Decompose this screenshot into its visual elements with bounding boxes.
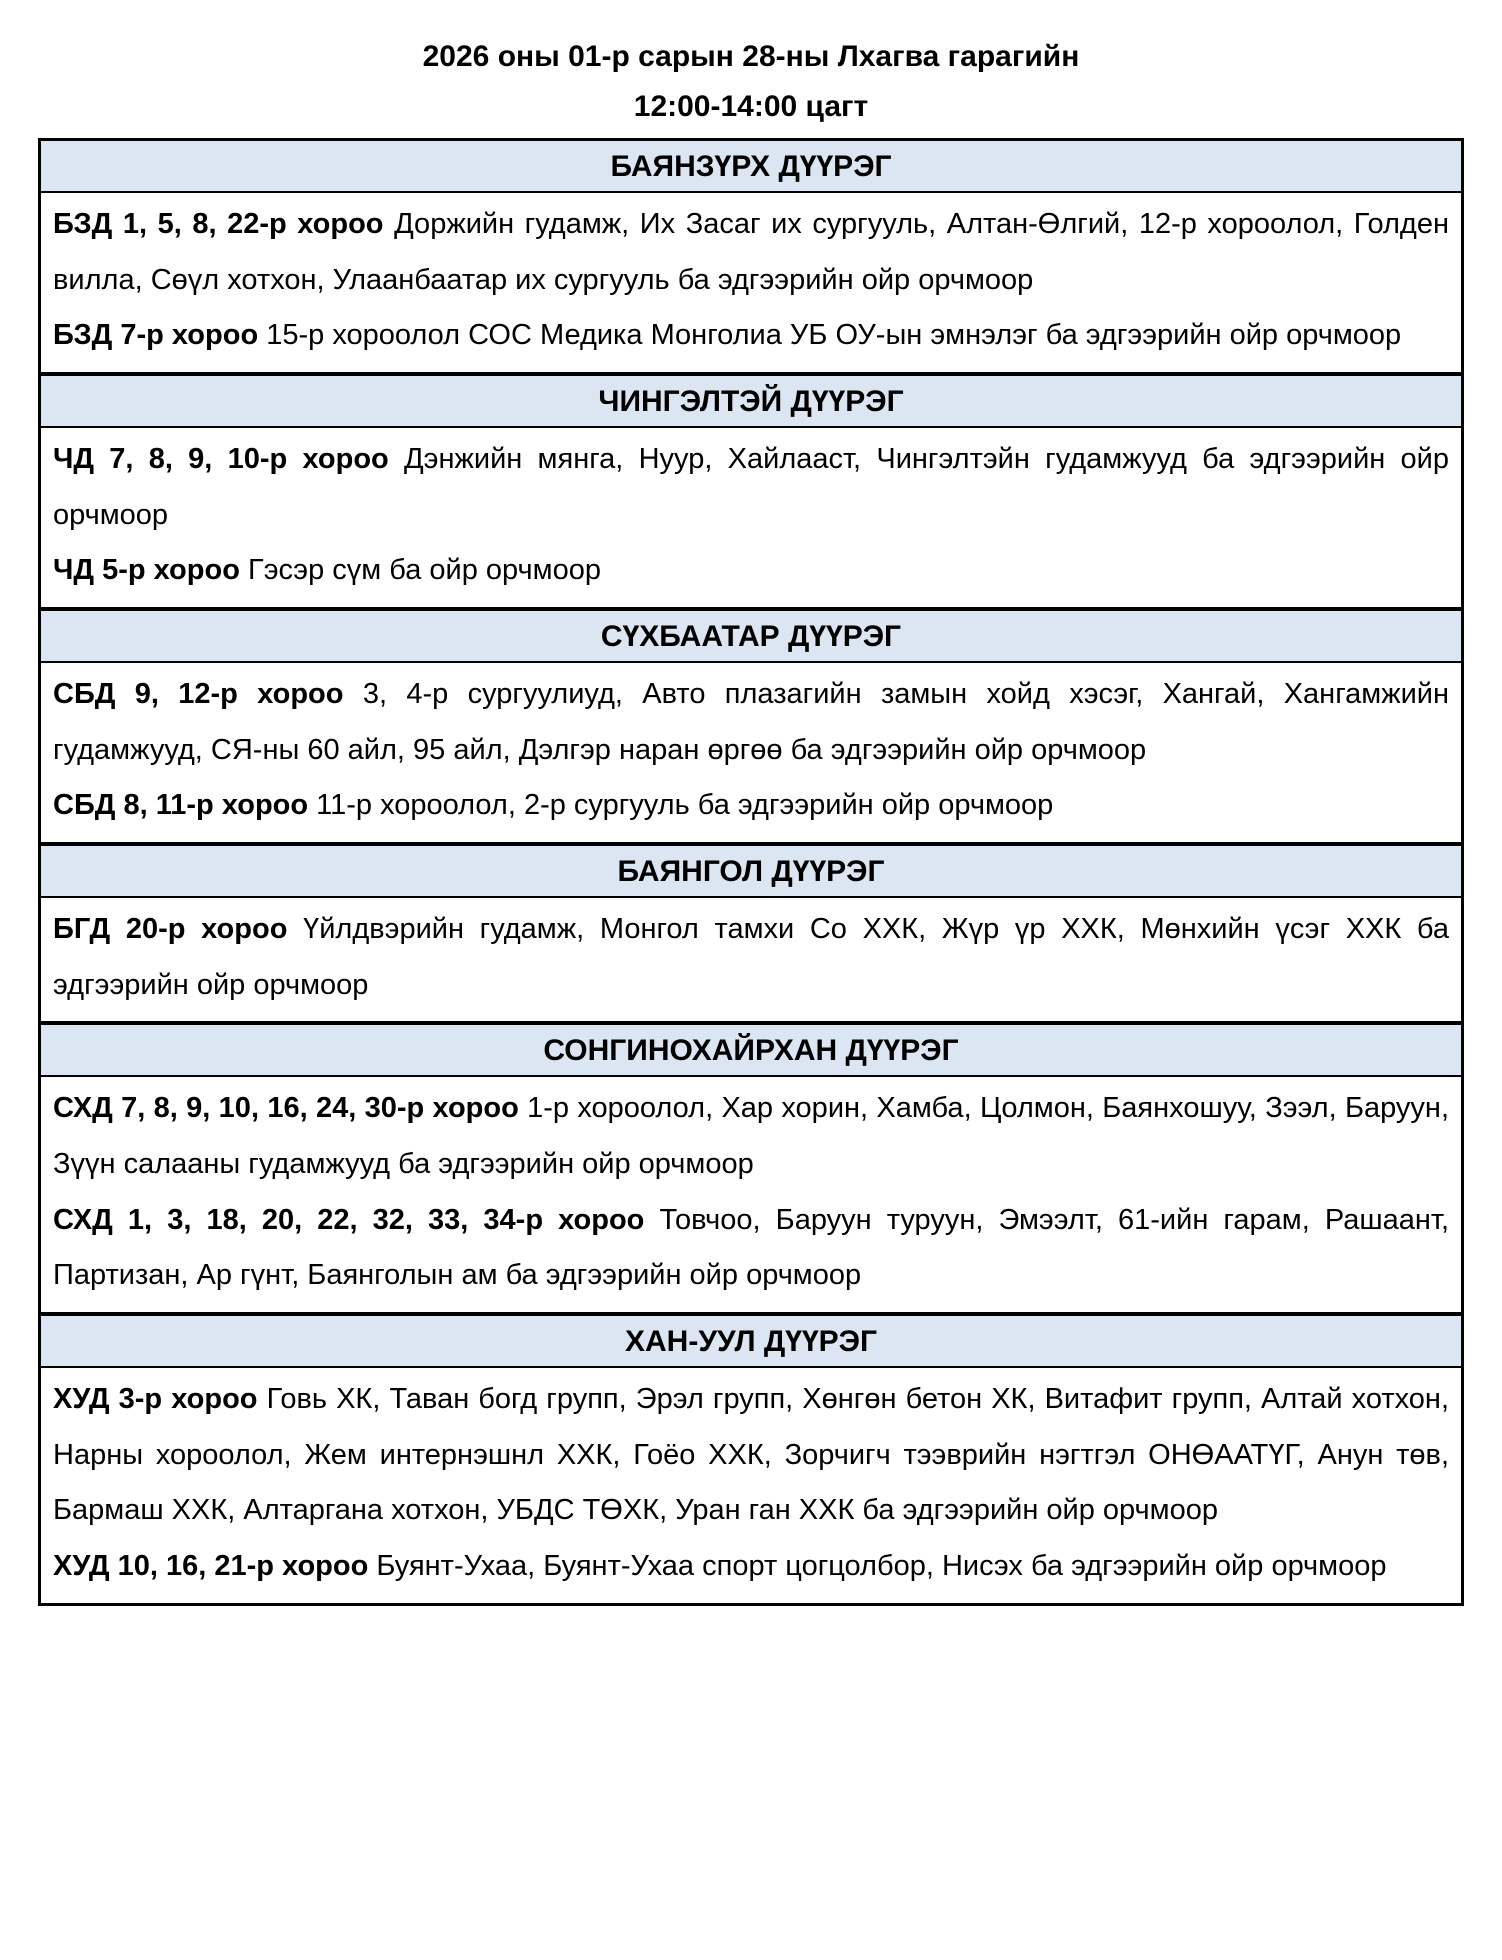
district-section (41, 607, 1461, 842)
document-title-line2: 12:00-14:00 цагт (633, 90, 869, 123)
outage-row (53, 667, 1449, 778)
district-rows (41, 1368, 1461, 1603)
outage-row (53, 197, 1449, 308)
outage-row (53, 432, 1449, 543)
district-header: БАЯНЗҮРХ ДҮҮРЭГ (41, 141, 1461, 193)
khoroo-lead: СБД 9, 12-р хороо (53, 678, 344, 711)
area-text: Говь ХК, Таван богд групп, Эрэл групп, Хөнгөн бетон ХК, Витафит групп, Алтай хотхон, Нарны хороолол, Жем интернэшнл ХХК, Гоёо ХХК, Зорчигч тээврийн нэгтгэл ОНӨААТҮГ, Анун төв, Бармаш ХХК, Алтаргана хотхон, УБДС ТӨХК, Уран ган ХХК ба эдгээрийн ойр орчмоор (53, 1383, 1450, 1527)
area-text: Гэсэр сүм ба ойр орчмоор (247, 554, 601, 587)
district-rows (41, 663, 1461, 842)
area-text: Товчоо, Баруун туруун, Эмээлт, 61-ийн гарам, Рашаант, Партизан, Ар гүнт, Баянголын ам ба эдгээрийн ойр орчмоор (53, 1203, 1449, 1292)
khoroo-lead: ХУД 10, 16, 21-р хороо (53, 1550, 369, 1583)
outage-row (53, 902, 1449, 1013)
area-text: 1-р хороолол, Хар хорин, Хамба, Цолмон, Баянхошуу, Зээл, Баруун, Зүүн салааны гудамжууд ба эдгээрийн ойр орчмоор (53, 1092, 1449, 1181)
district-header: СҮХБААТАР ДҮҮРЭГ (41, 611, 1461, 663)
outage-row (53, 1372, 1449, 1539)
district-rows (41, 1077, 1461, 1312)
khoroo-lead: ЧД 7, 8, 9, 10-р хороо (53, 443, 389, 476)
district-section (41, 1021, 1461, 1312)
district-section (41, 1312, 1461, 1603)
district-header: БАЯНГОЛ ДҮҮРЭГ (41, 846, 1461, 898)
khoroo-lead: СХД 7, 8, 9, 10, 16, 24, 30-р хороо (53, 1092, 519, 1125)
outage-row (53, 1193, 1449, 1304)
outage-row (53, 543, 1449, 599)
district-section (41, 141, 1461, 372)
area-text: Буянт-Ухаа, Буянт-Ухаа спорт цогцолбор, Нисэх ба эдгээрийн ойр орчмоор (376, 1550, 1387, 1583)
district-rows (41, 428, 1461, 607)
khoroo-lead: ХУД 3-р хороо (53, 1383, 258, 1416)
area-text: 3, 4-р сургуулиуд, Авто плазагийн замын хойд хэсэг, Хангай, Хангамжийн гудамжууд, СЯ-ны 60 айл, 95 айл, Дэлгэр наран өргөө ба эдгээрийн ойр орчмоор (53, 678, 1450, 766)
outage-row (53, 1539, 1449, 1595)
district-header: ХАН-УУЛ ДҮҮРЭГ (41, 1316, 1461, 1368)
district-section (41, 842, 1461, 1021)
area-text: 15-р хороолол СОС Медика Монголиа УБ ОУ-ын эмнэлэг ба эдгээрийн ойр орчмоор (266, 319, 1402, 352)
outage-row (53, 308, 1449, 364)
district-rows (41, 898, 1461, 1021)
khoroo-lead: СБД 8, 11-р хороо (53, 789, 309, 822)
khoroo-lead: БЗД 1, 5, 8, 22-р хороо (53, 208, 384, 240)
area-text: Доржийн гудамж, Их Засаг их сургууль, Алтан-Өлгий, 12-р хороолол, Голден вилла, Сөүл хотхон, Улаанбаатар их сургууль ба эдгээрийн ойр орчмоор (53, 208, 1450, 296)
khoroo-lead: БГД 20-р хороо (53, 913, 288, 946)
khoroo-lead: СХД 1, 3, 18, 20, 22, 32, 33, 34-р хороо (53, 1203, 645, 1236)
area-text: Дэнжийн мянга, Нуур, Хайлааст, Чингэлтэйн гудамжууд ба эдгээрийн ойр орчмоор (53, 443, 1449, 531)
khoroo-lead: ЧД 5-р хороо (53, 554, 240, 587)
area-text: 11-р хороолол, 2-р сургууль ба эдгээрийн ойр орчмоор (316, 789, 1054, 822)
district-section (41, 372, 1461, 607)
outage-row (53, 1081, 1449, 1192)
outage-row (53, 778, 1449, 834)
district-rows (41, 193, 1461, 372)
district-header: ЧИНГЭЛТЭЙ ДҮҮРЭГ (41, 376, 1461, 428)
khoroo-lead: БЗД 7-р хороо (53, 319, 259, 352)
outage-table (38, 138, 1464, 1606)
district-header: СОНГИНОХАЙРХАН ДҮҮРЭГ (41, 1025, 1461, 1077)
document-title-line1: 2026 оны 01-р сарын 28-ны Лхагва гарагийн (422, 40, 1080, 73)
area-text: Үйлдвэрийн гудамж, Монгол тамхи Со ХХК, Жүр үр ХХК, Мөнхийн үсэг ХХК ба эдгээрийн ойр орчмоор (53, 913, 1449, 1001)
